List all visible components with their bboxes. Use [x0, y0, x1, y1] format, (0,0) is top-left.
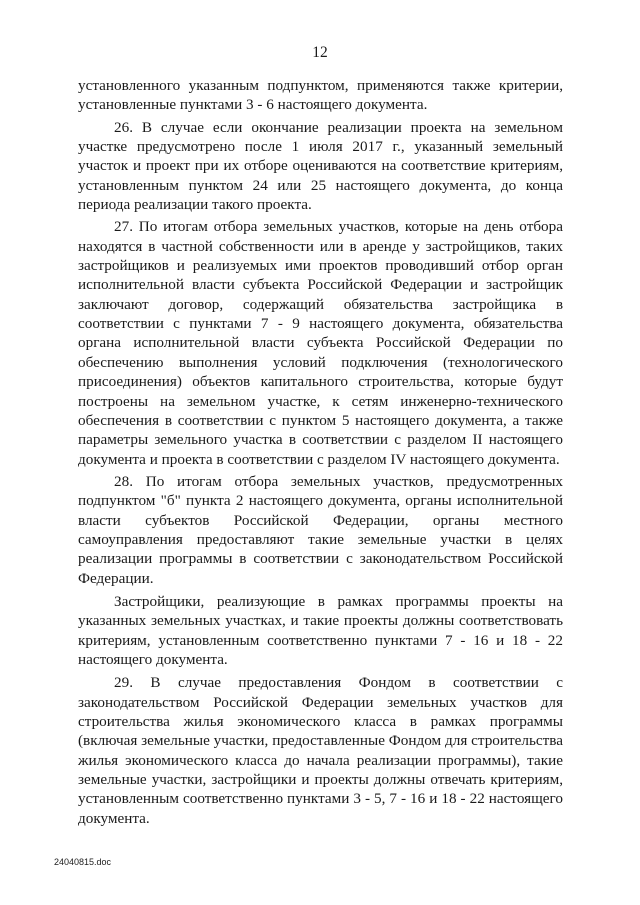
document-body — [78, 76, 563, 828]
page-number: 12 — [312, 44, 328, 61]
paragraph-continuation: установленного указанным подпунктом, применяются также критерии, установленные пунктами 3 - 6 настоящего документа. — [78, 77, 563, 114]
paragraph-29: 29. В случае предоставления Фондом в соответствии с законодательством Российской Федерации земельных участков для строительства жилья экономического класса в рамках программы (включая земельные участки, предоставленные Фондом для строительства жилья экономического класса до начала реализации программы), такие земельные участки, застройщики и проекты должны отвечать критериям, установленным соответственно пунктами 3 - 5, 7 - 16 и 18 - 22 настоящего документа. — [78, 674, 563, 827]
paragraph-28: 28. По итогам отбора земельных участков, предусмотренных подпунктом "б" пункта 2 настоящего документа, органы исполнительной власти субъектов Российской Федерации, органы местного самоуправления предоставляют такие земельные участки в целях реализации программы в соответствии с законодательством Российской Федерации. — [78, 472, 563, 587]
paragraph-27: 27. По итогам отбора земельных участков, которые на день отбора находятся в частной собственности или в аренде у застройщиков, таких застройщиков и реализуемых ими проектов проводивший отбор орган исполнительной власти субъекта Российской Федерации и застройщик заключают договор, содержащий обязательства застройщика в соответствии с пунктами 7 - 9 настоящего документа, обязательства органа исполнительной власти субъекта Российской Федерации по обеспечению выполнения условий подключения (технологического присоединения) объектов капитального строительства, которые будут построены на земельном участке, к сетям инженерно-технического обеспечения в соответствии с пунктом 5 настоящего документа, а также параметры земельного участка в соответствии с разделом II настоящего документа и проекта в соответствии с разделом IV настоящего документа. — [78, 218, 563, 468]
paragraph-28-developers: Застройщики, реализующие в рамках программы проекты на указанных земельных участках, и такие проекты должны соответствовать критериям, установленным соответственно пунктами 7 - 16 и 18 - 22 настоящего документа. — [78, 592, 563, 668]
footer-file-code: 24040815.doc — [54, 857, 112, 867]
paragraph-26: 26. В случае если окончание реализации проекта на земельном участке предусмотрено после 1 июля 2017 г., указанный земельный участок и проект при их отборе оцениваются на соответствие критериям, установленным пунктом 24 или 25 настоящего документа, до конца периода реализации такого проекта. — [78, 118, 563, 214]
